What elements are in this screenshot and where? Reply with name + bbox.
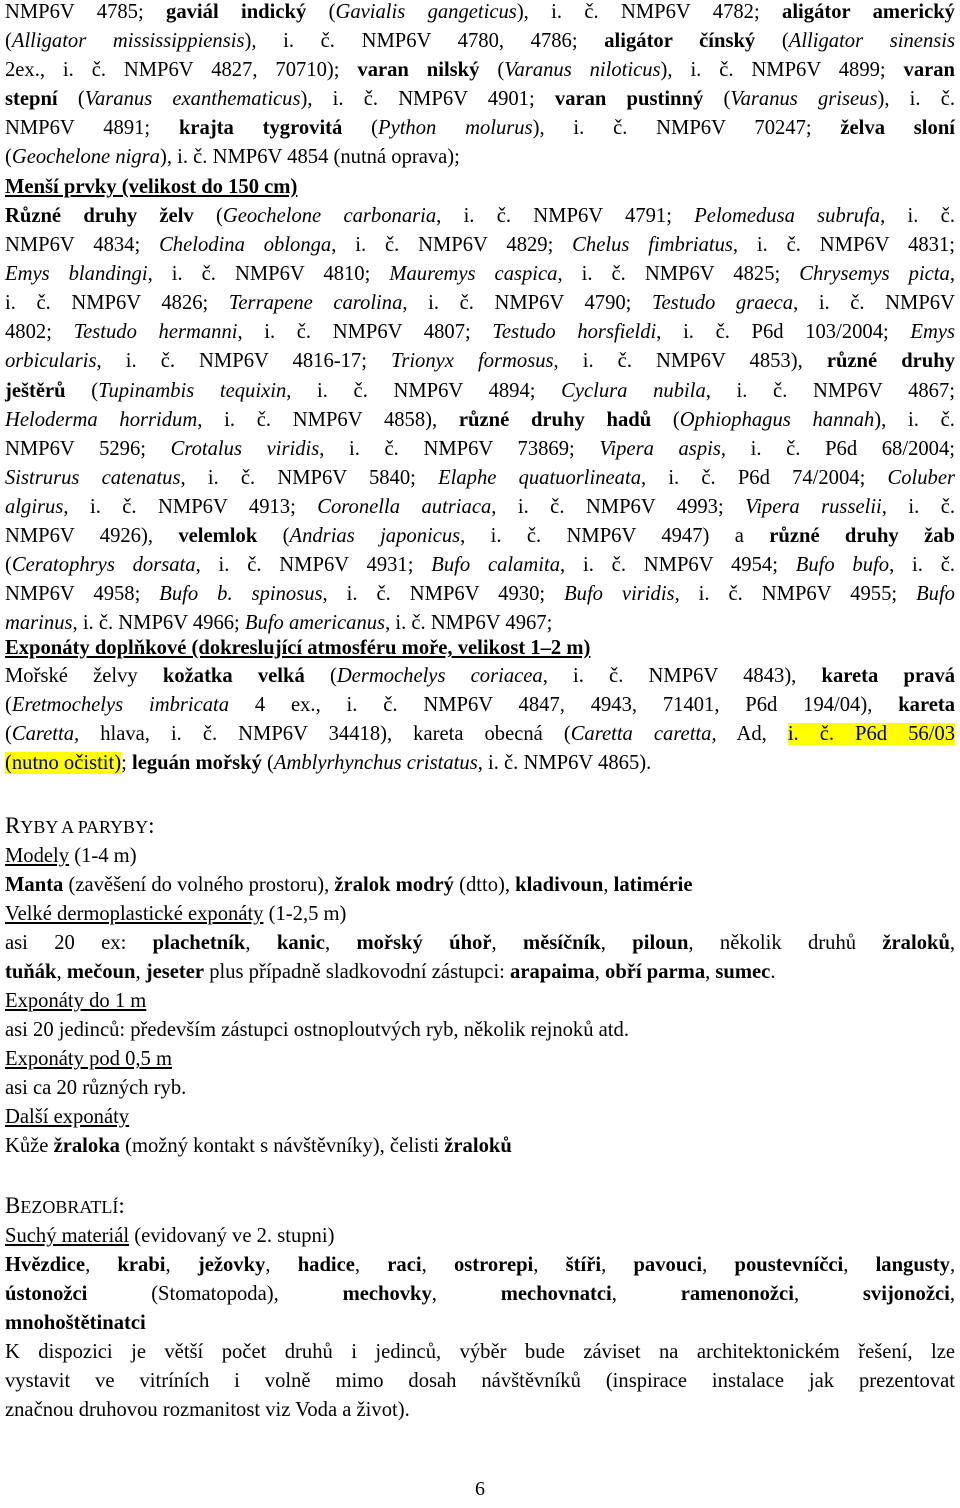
bold-term: ostrorepi xyxy=(453,1254,534,1276)
italic-term: Caretta caretta, xyxy=(570,723,717,746)
text-run: (možný kontakt s návštěvníky), čelisti xyxy=(119,1135,445,1157)
text-run: , i. č. NMP6V 4853), xyxy=(553,350,827,373)
bold-term: svijonožci xyxy=(862,1283,950,1306)
italic-term: Tupinambis tequixin xyxy=(98,379,287,402)
title-initial: R xyxy=(5,813,21,838)
fish-upto1 xyxy=(5,987,955,1132)
text-run: , několik druhů xyxy=(688,932,883,954)
text-run: , xyxy=(431,1283,501,1306)
bold-term: jeseter xyxy=(145,961,205,984)
italic-term: Testudo hermanni xyxy=(73,321,238,344)
text-run: , i. č. NMP6V 4791; xyxy=(436,205,695,227)
text-run: , xyxy=(265,1254,298,1276)
bold-term: velemlok xyxy=(178,525,258,548)
text-run: , i. č. NMP6V 4894; xyxy=(286,379,562,402)
text-run: , i. č. NMP6V 4843), xyxy=(542,665,822,687)
text-run: , xyxy=(949,1283,956,1306)
reptiles-paragraph xyxy=(5,0,955,173)
text-run: , xyxy=(611,1283,681,1306)
text-run: , xyxy=(594,961,606,984)
italic-term: Sistrurus catenatus xyxy=(5,466,181,489)
text-line xyxy=(5,720,955,749)
bold-term: kožatka velká xyxy=(162,665,305,687)
text-run: i. č. NMP6V 4826; xyxy=(5,292,229,315)
text-line xyxy=(5,143,955,172)
bold-term: latimérie xyxy=(613,874,693,896)
subheading: Exponáty pod 0,5 m xyxy=(5,1048,173,1071)
text-run: , i. č. NMP6V 4790; xyxy=(402,292,652,315)
italic-term: Emys xyxy=(910,321,955,344)
italic-term: Coronella autriaca xyxy=(317,495,492,518)
text-run: , xyxy=(793,1283,863,1306)
text-line xyxy=(5,522,955,551)
text-run: ( xyxy=(5,146,12,169)
italic-term: Vipera aspis xyxy=(599,437,721,460)
text-run: (zavěšení do volného prostoru), xyxy=(63,874,335,896)
text-run: , xyxy=(603,874,614,896)
text-line xyxy=(5,260,955,289)
text-line xyxy=(5,347,955,376)
text-run: , i. č. P6d 74/2004; xyxy=(641,466,888,489)
text-run: ( xyxy=(257,525,290,548)
text-run: , i. č. NMP6V 4947) a xyxy=(460,525,770,548)
text-run: ( xyxy=(5,694,12,717)
text-run: , xyxy=(949,1254,956,1276)
text-run: ), i. č. NMP6V 70247; xyxy=(532,117,841,140)
text-run: ( xyxy=(306,1,336,23)
bold-term: žraloků xyxy=(444,1135,512,1157)
italic-term: orbicularis xyxy=(5,350,97,373)
italic-term: algirus xyxy=(5,495,64,518)
subheading: Další exponáty xyxy=(5,1106,130,1129)
bold-term: štíři xyxy=(565,1254,602,1276)
bold-term: aligátor čínský xyxy=(604,30,756,53)
text-run: , i. č. NMP6V 4966; xyxy=(72,612,245,635)
text-run: , i. č. NMP6V 4954; xyxy=(560,554,796,577)
text-line xyxy=(5,435,955,464)
text-run: , i. č. NMP6V 4810; xyxy=(147,263,390,286)
bold-term: kareta pravá xyxy=(821,665,955,687)
text-run: , i. č. NMP6V 4816-17; xyxy=(96,350,391,373)
text-run: , xyxy=(491,932,523,954)
text-run: , xyxy=(601,1254,634,1276)
text-run: , i. č. NMP6V 4865). xyxy=(477,752,652,775)
text-line xyxy=(5,464,955,493)
text-line xyxy=(5,377,955,406)
page-number: 6 xyxy=(475,1478,485,1500)
text-line xyxy=(5,1132,955,1161)
text-line xyxy=(5,85,955,114)
text-run: , xyxy=(165,1254,198,1276)
invertebrates-groups xyxy=(5,1251,955,1309)
italic-term: Trionyx formosus xyxy=(391,350,554,373)
bold-term: varan nilský xyxy=(357,59,480,82)
text-run: ( xyxy=(304,665,337,687)
fish-large-lines xyxy=(5,929,955,987)
italic-term: Testudo horsfieldi xyxy=(492,321,657,344)
italic-term: Bufo viridis xyxy=(564,583,675,606)
bold-term: obří parma xyxy=(605,961,706,984)
smaller-elements-heading xyxy=(5,173,955,202)
italic-term: Heloderma horridum xyxy=(5,408,198,431)
text-line xyxy=(5,202,955,231)
italic-term: Varanus exanthematicus xyxy=(84,88,301,111)
text-line xyxy=(5,1280,955,1309)
italic-term: Cyclura nubila xyxy=(561,379,706,402)
text-run: ), i. č. xyxy=(874,408,955,431)
text-run: , xyxy=(56,961,67,984)
bold-term: Hvězdice xyxy=(5,1254,86,1276)
text-line xyxy=(5,27,955,56)
text-line: značnou druhovou rozmanitost viz Voda a život). xyxy=(5,1399,410,1421)
invertebrates-title xyxy=(5,1191,955,1222)
italic-term: Bufo calamita xyxy=(431,554,561,577)
bold-term: stepní xyxy=(5,88,58,111)
text-run: , xyxy=(533,1254,566,1276)
text-run: , i. č. NMP6V xyxy=(793,292,955,315)
title-rest: EZOBRATLÍ xyxy=(20,1197,119,1217)
text-run: , i. č. xyxy=(889,554,955,577)
italic-term: Gavialis gangeticus xyxy=(335,1,517,23)
text-line xyxy=(5,749,955,778)
italic-term: Eretmochelys imbricata xyxy=(11,694,230,717)
text-run: , xyxy=(702,1254,735,1276)
text-run: , i. č. NMP6V 4930; xyxy=(322,583,565,606)
text-run: , i. č. xyxy=(880,205,955,227)
bold-term: raci xyxy=(387,1254,422,1276)
italic-term: Mauremys caspica xyxy=(389,263,558,286)
text-run: ), i. č. NMP6V 4854 (nutná oprava); xyxy=(159,146,460,169)
text-run: , xyxy=(843,1254,876,1276)
text-line xyxy=(5,871,955,900)
text-run: , i. č. NMP6V 4913; xyxy=(63,495,318,518)
bold-term: sumec xyxy=(715,961,771,984)
text-run: ; xyxy=(121,752,132,775)
text-run: , i. č. NMP6V 4831; xyxy=(732,234,955,257)
invertebrates-closing xyxy=(5,1338,955,1396)
text-line xyxy=(5,1251,955,1280)
bold-term: kladivoun xyxy=(515,874,604,896)
text-run: ), i. č. NMP6V 4780, 4786; xyxy=(244,30,605,53)
text-run: NMP6V 5296; xyxy=(5,437,171,460)
bold-term: poustevníčci xyxy=(734,1254,844,1276)
text-run: , i. č. NMP6V 4858), xyxy=(197,408,459,431)
text-line xyxy=(5,493,955,522)
text-line xyxy=(5,406,955,435)
text-run: ( xyxy=(57,88,85,111)
text-line: vystavit ve vitríních i volně mimo dosah návštěvníků (inspirace instalace jak prezentovat xyxy=(5,1370,955,1393)
text-run: , i. č. xyxy=(881,495,955,518)
text-run: Mořské želvy xyxy=(5,665,163,687)
bold-term: mechovnatci xyxy=(500,1283,612,1306)
text-run: , xyxy=(949,263,955,286)
bold-term: plachetník xyxy=(152,932,246,954)
fish-models-line xyxy=(5,871,955,900)
text-run: (Stomatopoda), xyxy=(87,1283,343,1306)
text-line xyxy=(5,662,955,691)
italic-term: Geochelone nigra xyxy=(11,146,160,169)
text-run: ( xyxy=(703,88,731,111)
bold-term: různé druhy hadů xyxy=(458,408,652,431)
bold-term: krajta tygrovitá xyxy=(178,117,343,140)
text-line xyxy=(5,580,955,609)
text-line: K dispozici je větší počet druhů i jedinců, výběr bude záviset na architektonickém řešení, lze xyxy=(5,1341,955,1363)
bold-term: hadice xyxy=(297,1254,355,1276)
text-run: NMP6V 4834; xyxy=(5,234,160,257)
text-run: . xyxy=(770,961,776,984)
italic-term: Testudo graeca xyxy=(651,292,794,315)
text-run: ( xyxy=(5,554,12,577)
text-run: , i. č. NMP6V 5840; xyxy=(180,466,439,489)
text-run: hlava, i. č. NMP6V 34418), xyxy=(79,723,414,746)
text-line xyxy=(5,114,955,143)
italic-term: Andrias japonicus xyxy=(289,525,461,548)
italic-term: Geochelone carbonaria xyxy=(222,205,437,227)
bold-term: varan xyxy=(903,59,956,82)
text-line xyxy=(5,289,955,318)
title-rest: YBY A PARYBY xyxy=(20,817,149,837)
italic-term: Bufo xyxy=(916,583,955,606)
note: (evidovaný ve 2. stupni) xyxy=(129,1225,335,1247)
text-run: ( xyxy=(65,379,99,402)
text-run: kareta obecná ( xyxy=(413,723,571,746)
italic-term: Caretta, xyxy=(11,723,80,746)
bold-term: želva sloní xyxy=(840,117,956,140)
text-run: , xyxy=(421,1254,454,1276)
bold-term: piloun xyxy=(632,932,689,954)
italic-term: Elaphe quatuorlineata xyxy=(438,466,641,489)
turtles-paragraph xyxy=(5,202,955,638)
italic-term: Alligator mississippiensis xyxy=(11,30,245,53)
text-line xyxy=(5,929,955,958)
sea-paragraph xyxy=(5,662,955,778)
text-run: NMP6V 4891; xyxy=(5,117,179,140)
bold-term: ještěrů xyxy=(5,379,66,402)
text-run: ( xyxy=(479,59,505,82)
text-run: , i. č. NMP6V 4993; xyxy=(491,495,746,518)
bold-term: mořský úhoř xyxy=(356,932,492,954)
text-run: , i. č. NMP6V 73869; xyxy=(319,437,600,460)
text-run: 4 ex., i. č. NMP6V 4847, 4943, 71401, P6d 194/04), xyxy=(229,694,899,717)
text-run: , xyxy=(324,932,357,954)
title-colon: : xyxy=(118,1193,125,1218)
text-run: , i. č. P6d 103/2004; xyxy=(656,321,911,344)
italic-term: Python molurus xyxy=(377,117,533,140)
subheading: Velké dermoplastické exponáty xyxy=(5,903,264,925)
text-run: ( xyxy=(651,408,680,431)
italic-term: Vipera russelii xyxy=(745,495,882,518)
text-line xyxy=(5,0,955,27)
text-line: asi 20 jedinců: především zástupci ostnoploutvých ryb, několik rejnoků atd. xyxy=(5,1019,629,1042)
highlighted-text: i. č. P6d 56/03 xyxy=(787,723,956,746)
bold-term: ježovky xyxy=(197,1254,266,1276)
group-name: mnohoštětinatci xyxy=(5,1312,146,1334)
text-run: ( xyxy=(755,30,789,53)
italic-term: Ceratophrys dorsata xyxy=(11,554,196,577)
bold-term: aligátor americký xyxy=(782,1,955,23)
text-line xyxy=(5,551,955,580)
text-run: , i. č. NMP6V 4829; xyxy=(331,234,573,257)
bold-term: žralok modrý xyxy=(334,874,454,896)
text-run: ), i. č. NMP6V 4901; xyxy=(300,88,555,111)
invertebrates-closing-last xyxy=(5,1396,955,1425)
supplementary-heading-block xyxy=(5,634,955,663)
text-line xyxy=(5,231,955,260)
italic-term: Pelomedusa subrufa xyxy=(694,205,881,227)
bold-term: Manta xyxy=(5,874,64,896)
text-run: Ad, xyxy=(716,723,788,746)
italic-term: Ophiophagus hannah xyxy=(679,408,875,431)
text-run: , i. č. NMP6V 4931; xyxy=(195,554,432,577)
bold-term: langusty xyxy=(875,1254,950,1276)
text-run: ), i. č. xyxy=(877,88,956,111)
fish-models xyxy=(5,842,955,871)
text-run: 4802; xyxy=(5,321,74,344)
subheading: Exponáty do 1 m xyxy=(5,990,147,1012)
text-run: ( xyxy=(5,30,12,53)
title-colon: : xyxy=(148,813,155,838)
text-line xyxy=(5,318,955,347)
text-run: , i. č. P6d 68/2004; xyxy=(720,437,955,460)
text-line: asi ca 20 různých ryb. xyxy=(5,1077,187,1100)
fish-large xyxy=(5,900,955,929)
title-initial: B xyxy=(5,1193,21,1218)
invertebrates-dry xyxy=(5,1222,955,1251)
italic-term: Amblyrhynchus cristatus xyxy=(273,752,478,775)
italic-term: Bufo bufo xyxy=(795,554,890,577)
text-run: , xyxy=(600,932,633,954)
bold-term: arapaima xyxy=(510,961,595,984)
text-run: , i. č. NMP6V 4825; xyxy=(557,263,800,286)
text-run: ), i. č. NMP6V 4899; xyxy=(660,59,904,82)
text-run: (dtto), xyxy=(453,874,516,896)
subheading: Suchý materiál xyxy=(5,1225,130,1247)
bold-term: Různé druhy želv xyxy=(5,205,194,227)
bold-term: ústonožci xyxy=(5,1283,88,1306)
text-line xyxy=(5,958,955,987)
bold-term: tuňák xyxy=(5,961,57,984)
italic-term: Bufo b. spinosus xyxy=(159,583,323,606)
text-run: ( xyxy=(342,117,378,140)
section-heading: Exponáty doplňkové (dokreslující atmosféru moře, velikost 1–2 m) xyxy=(5,637,591,659)
bold-term: různé druhy žab xyxy=(769,525,955,548)
italic-term: marinus xyxy=(5,612,73,635)
text-run: ( xyxy=(5,723,12,746)
text-run: ( xyxy=(193,205,223,227)
subheading: Modely xyxy=(5,845,70,867)
text-run: , xyxy=(354,1254,388,1276)
bold-term: žraloka xyxy=(53,1135,120,1157)
highlighted-text: (nutno očistit) xyxy=(5,752,122,775)
bold-term: krabi xyxy=(117,1254,166,1276)
text-run: , xyxy=(705,961,716,984)
section-heading: Menší prvky (velikost do 150 cm) xyxy=(5,176,298,198)
italic-term: Coluber xyxy=(887,466,955,489)
italic-term: Alligator sinensis xyxy=(788,30,955,53)
bold-term: pavouci xyxy=(633,1254,703,1276)
bold-term: žraloků xyxy=(882,932,950,954)
bold-term: mechovky xyxy=(342,1283,432,1306)
text-run: NMP6V 4958; xyxy=(5,583,160,606)
italic-term: Chrysemys picta xyxy=(799,263,950,286)
text-line xyxy=(5,56,955,85)
italic-term: Dermochelys coriacea xyxy=(336,665,543,687)
text-line xyxy=(5,691,955,720)
italic-term: Varanus griseus xyxy=(730,88,878,111)
invertebrates-groups-last xyxy=(5,1309,955,1338)
italic-term: Crotalus viridis xyxy=(170,437,320,460)
bold-term: různé druhy xyxy=(826,350,956,373)
text-run: asi 20 ex: xyxy=(5,932,153,954)
text-run: NMP6V 4926), xyxy=(5,525,179,548)
text-run: ( xyxy=(261,752,274,775)
bold-term: mečoun xyxy=(66,961,136,984)
size-note: (1-4 m) xyxy=(69,845,137,867)
text-run: , i. č. NMP6V 4967; xyxy=(385,612,553,635)
text-run: , xyxy=(949,932,956,954)
text-run: , xyxy=(245,932,277,954)
bold-term: ramenonožci xyxy=(680,1283,794,1306)
text-run: , i. č. NMP6V 4955; xyxy=(674,583,917,606)
text-run: , xyxy=(135,961,146,984)
bold-term: gaviál indický xyxy=(166,1,307,23)
fish-title xyxy=(5,811,955,842)
bold-term: měsíčník xyxy=(522,932,601,954)
italic-term: Emys blandingi xyxy=(5,263,148,286)
italic-term: Bufo americanus xyxy=(244,612,386,635)
text-run: 2ex., i. č. NMP6V 4827, 70710); xyxy=(5,59,358,82)
text-run: NMP6V 4785; xyxy=(5,1,167,23)
text-run: ), i. č. NMP6V 4782; xyxy=(516,1,783,23)
bold-term: kanic xyxy=(276,932,325,954)
bold-term: kareta xyxy=(898,694,956,717)
size-note: (1-2,5 m) xyxy=(263,903,347,925)
text-run: , i. č. NMP6V 4867; xyxy=(705,379,955,402)
bold-term: varan pustinný xyxy=(554,88,704,111)
text-run: plus případně sladkovodní zástupci: xyxy=(204,961,511,984)
italic-term: Chelodina oblonga xyxy=(159,234,332,257)
italic-term: Varanus niloticus xyxy=(504,59,661,82)
text-run: , xyxy=(85,1254,118,1276)
italic-term: Chelus fimbriatus xyxy=(572,234,733,257)
text-run: , i. č. NMP6V 4807; xyxy=(237,321,493,344)
bold-term: leguán mořský xyxy=(132,752,262,775)
fish-other-line xyxy=(5,1132,955,1161)
italic-term: Terrapene carolina xyxy=(228,292,403,315)
text-run: Kůže xyxy=(5,1135,54,1157)
